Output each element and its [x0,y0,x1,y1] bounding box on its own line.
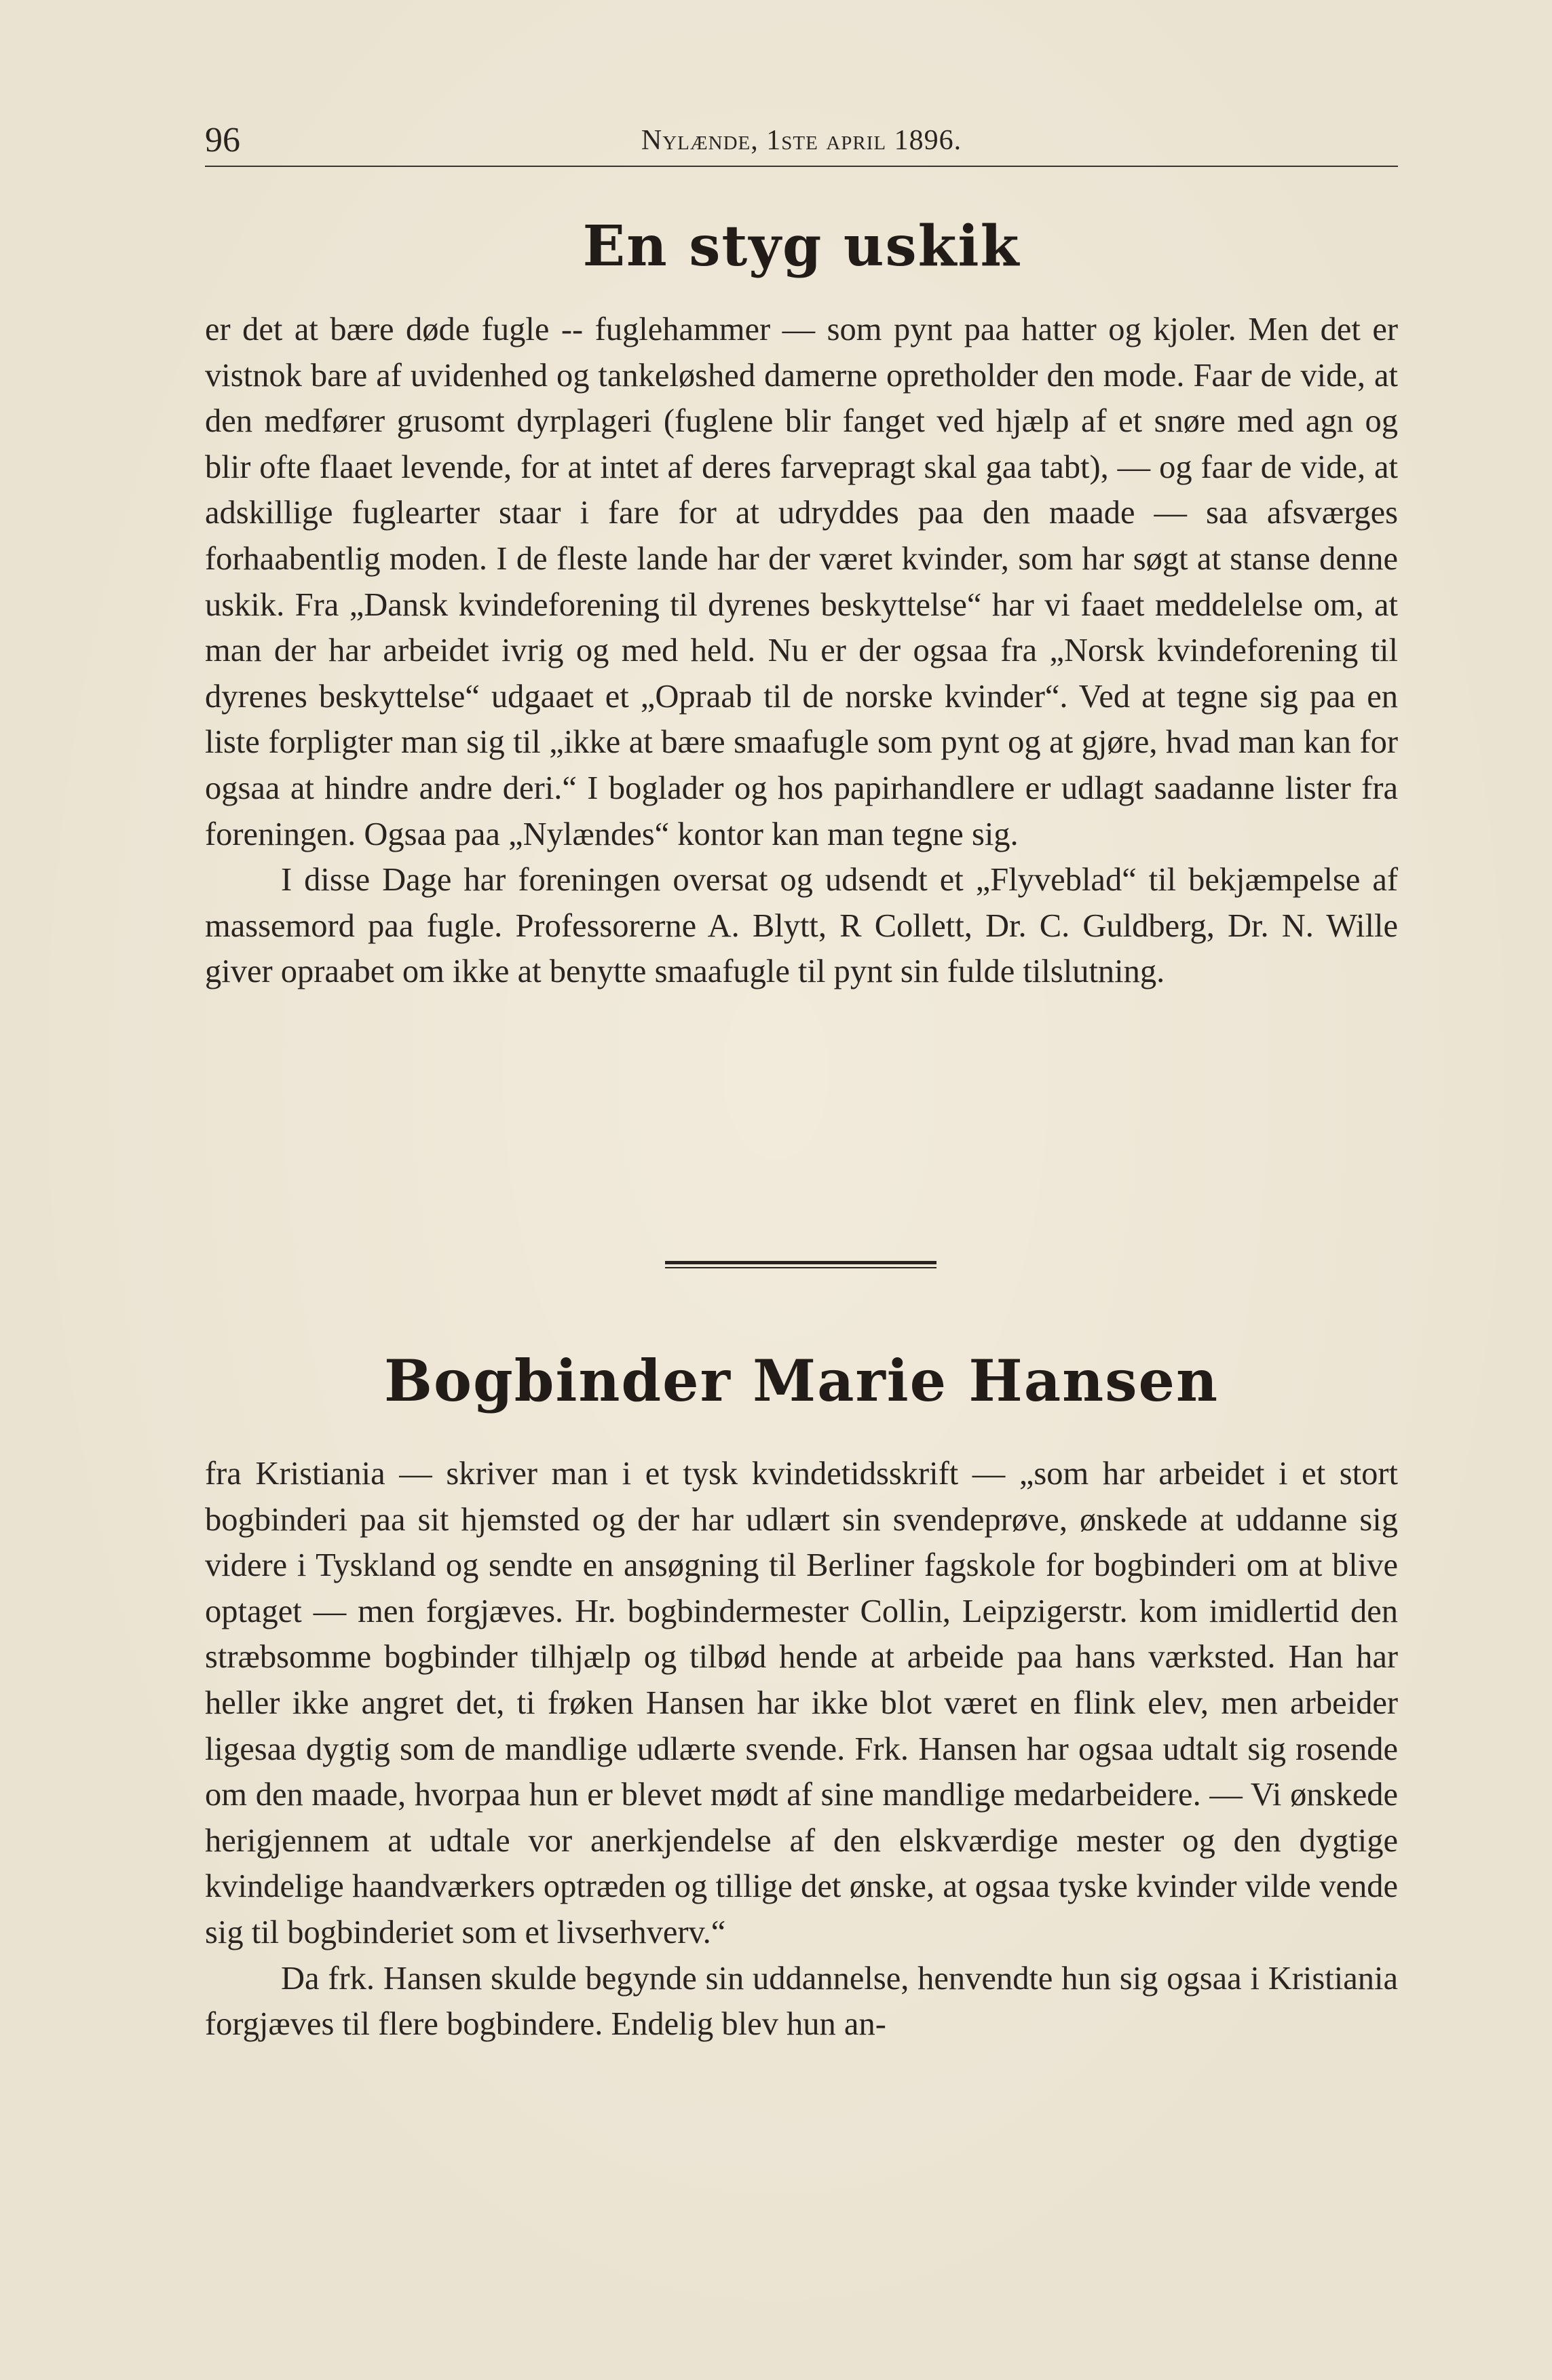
article-title-en-styg-uskik: En styg uskik [582,214,1021,279]
article-body-bogbinder-marie-hansen [205,1451,1398,2047]
paragraph: fra Kristiania — skriver man i et tysk kvindetidsskrift — „som har arbeidet i et stort bogbinderi paa sit hjemsted og der har udlært sin svendeprøve, ønskede at uddanne sig videre i Tyskland og sendte en ansøgning til Berliner fagskole for bogbinderi om at blive optaget — men forgjæves. Hr. bogbindermester Collin, Leipzigerstr. kom imidlertid den stræbsomme bogbinder tilhjælp og tilbød hende at arbeide paa hans værksted. Han har heller ikke angret det, ti frøken Hansen har ikke blot været en flink elev, men arbeider ligesaa dygtig som de mandlige udlærte svende. Frk. Hansen har ogsaa udtalt sig rosende om den maade, hvorpaa hun er blevet mødt af sine mandlige medarbeidere. — Vi ønskede herigjennem at udtale vor anerkjendelse af den elskværdige mester og den dygtige kvindelige haandværkers optræden og tillige det ønske, at ogsaa tyske kvinder vilde vende sig til bogbinderiet som et livserhverv.“ [205,1456,1398,1950]
section-divider [665,1261,936,1270]
paragraph: er det at bære døde fugle -- fuglehammer — som pynt paa hatter og kjoler. Men det er vistnok bare af uvidenhed og tankeløshed damerne opretholder den mode. Faar de vide, at den medfører grusomt dyrplageri (fuglene blir fanget ved hjælp af et snøre med agn og blir ofte flaaet levende, for at intet af deres farvepragt skal gaa tabt), — og faar de vide, at adskillige fuglearter staar i fare for at udryddes paa den maade — saa afsværges forhaabentlig moden. I de fleste lande har der været kvinder, som har søgt at stanse denne uskik. Fra „Dansk kvindeforening til dyrenes beskyttelse“ har vi faaet meddelelse om, at man der har arbeidet ivrig og med held. Nu er der ogsaa fra „Norsk kvindeforening til dyrenes beskyttelse“ udgaaet et „Opraab til de norske kvinder“. Ved at tegne sig paa en liste forpligter man sig til „ikke at bære smaafugle som pynt og at gjøre, hvad man kan for ogsaa at hindre andre deri.“ I boglader og hos papirhandlere er udlagt saadanne lister fra foreningen. Ogsaa paa „Nylændes“ kontor kan man tegne sig. [205,311,1398,852]
running-head: Nylænde, 1ste april 1896. [641,125,962,156]
page-number: 96 [205,121,240,159]
paragraph: I disse Dage har foreningen oversat og udsendt et „Flyveblad“ til bekjæmpelse af massemord paa fugle. Professorerne A. Blytt, R Collett, Dr. C. Guldberg, Dr. N. Wille giver opraabet om ikke at benytte smaafugle til pynt sin fulde tilslutning. [205,862,1398,990]
article-body-en-styg-uskik [205,307,1398,995]
page-header [205,115,1398,167]
paragraph: Da frk. Hansen skulde begynde sin uddannelse, henvendte hun sig ogsaa i Kristiania forgjæves til flere bogbindere. Endelig blev hun an- [205,1960,1398,2043]
article-title-bogbinder-marie-hansen: Bogbinder Marie Hansen [383,1347,1219,1414]
